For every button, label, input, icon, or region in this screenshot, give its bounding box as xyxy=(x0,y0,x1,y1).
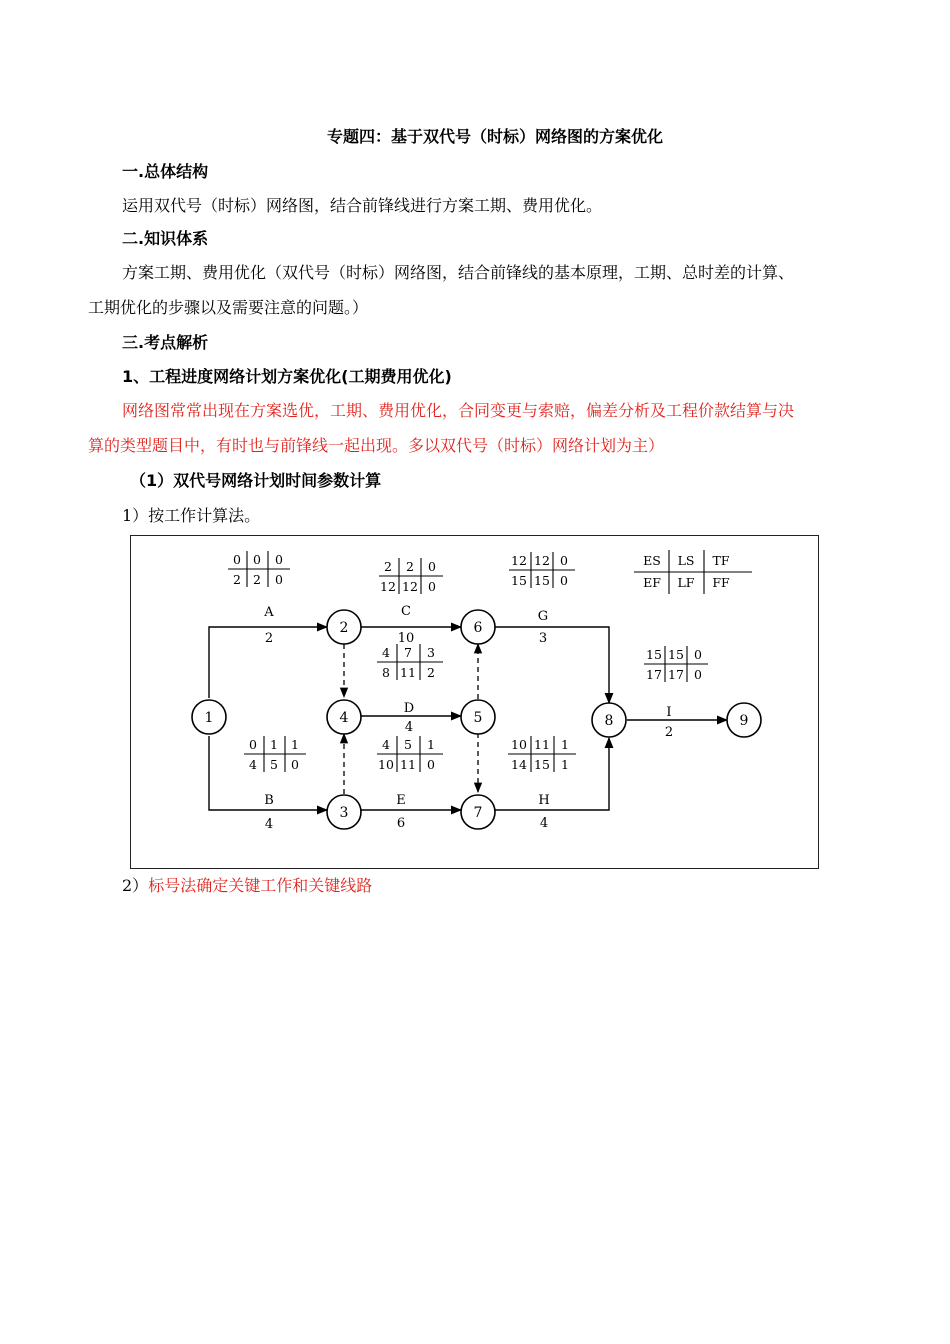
svg-text:0: 0 xyxy=(560,553,568,568)
node-9 xyxy=(727,703,761,737)
svg-text:7: 7 xyxy=(473,805,483,821)
svg-text:10: 10 xyxy=(378,757,394,772)
activity-label-I: I xyxy=(666,705,672,720)
activity-label-E: E xyxy=(396,793,406,808)
highlight-text-line1: 网络图常常出现在方案选优，工期、费用优化，合同变更与索赔，偏差分析及工程价款结算与决 xyxy=(122,401,795,420)
svg-text:15: 15 xyxy=(534,573,550,588)
svg-text:TF: TF xyxy=(712,553,730,568)
svg-text:1: 1 xyxy=(204,710,214,726)
activity-duration-A: 2 xyxy=(264,631,274,646)
activity-label-A: A xyxy=(264,605,274,620)
activity-label-H: H xyxy=(538,793,550,808)
svg-text:17: 17 xyxy=(646,667,662,682)
node-5 xyxy=(461,700,495,734)
svg-text:0: 0 xyxy=(249,737,257,752)
activity-duration-G: 3 xyxy=(538,631,548,646)
activity-duration-D: 4 xyxy=(404,720,414,735)
svg-text:EF: EF xyxy=(643,575,661,590)
svg-text:15: 15 xyxy=(511,573,527,588)
activity-label-G: G xyxy=(537,609,549,624)
activity-label-C: C xyxy=(401,604,411,619)
svg-text:0: 0 xyxy=(253,552,261,567)
step-2-red-text: 标号法确定关键工作和关键线路 xyxy=(148,876,373,895)
section-heading-knowledge-system: 二.知识体系 xyxy=(122,229,209,248)
svg-text:0: 0 xyxy=(233,552,241,567)
network-diagram-figure xyxy=(130,535,819,869)
param-box-A xyxy=(228,551,290,587)
svg-text:2: 2 xyxy=(406,559,414,574)
svg-text:6: 6 xyxy=(473,620,483,636)
svg-text:5: 5 xyxy=(270,757,278,772)
node-1 xyxy=(192,700,226,734)
svg-text:12: 12 xyxy=(380,579,396,594)
svg-text:15: 15 xyxy=(668,647,684,662)
param-box-E xyxy=(377,736,443,772)
activity-duration-B: 4 xyxy=(264,817,274,832)
svg-text:2: 2 xyxy=(427,665,435,680)
svg-text:4: 4 xyxy=(249,757,257,772)
svg-text:4: 4 xyxy=(382,645,390,660)
page-title: 专题四：基于双代号（时标）网络图的方案优化 xyxy=(326,127,663,146)
section-text-knowledge-line2: 工期优化的步骤以及需要注意的问题。） xyxy=(88,298,369,317)
svg-text:11: 11 xyxy=(534,737,550,752)
svg-text:10: 10 xyxy=(511,737,527,752)
svg-text:5: 5 xyxy=(473,710,483,726)
param-box-G xyxy=(509,552,575,588)
svg-text:ES: ES xyxy=(643,553,661,568)
activity-label-D: D xyxy=(403,701,415,716)
svg-text:1: 1 xyxy=(561,737,569,752)
network-diagram xyxy=(131,536,818,868)
activity-label-B: B xyxy=(264,793,274,808)
svg-text:0: 0 xyxy=(291,757,299,772)
svg-text:0: 0 xyxy=(428,579,436,594)
svg-text:1: 1 xyxy=(270,737,278,752)
activity-duration-I: 2 xyxy=(664,725,674,740)
svg-text:1: 1 xyxy=(561,757,569,772)
subsection-heading-optimization: 1、工程进度网络计划方案优化(工期费用优化) xyxy=(122,367,452,386)
step-2-line xyxy=(122,876,372,896)
svg-text:14: 14 xyxy=(511,757,527,772)
param-box-H xyxy=(508,736,576,772)
svg-text:0: 0 xyxy=(560,573,568,588)
node-2 xyxy=(327,610,361,644)
section-text-knowledge-line1: 方案工期、费用优化（双代号（时标）网络图，结合前锋线的基本原理，工期、总时差的计算、 xyxy=(122,263,795,282)
svg-text:0: 0 xyxy=(428,559,436,574)
svg-text:0: 0 xyxy=(694,667,702,682)
svg-text:12: 12 xyxy=(402,579,418,594)
svg-text:1: 1 xyxy=(291,737,299,752)
svg-text:8: 8 xyxy=(382,665,390,680)
highlight-text-line2: 算的类型题目中，有时也与前锋线一起出现。多以双代号（时标）网络计划为主） xyxy=(88,436,665,455)
svg-text:0: 0 xyxy=(427,757,435,772)
svg-text:4: 4 xyxy=(339,710,349,726)
svg-text:0: 0 xyxy=(275,572,283,587)
activity-duration-E: 6 xyxy=(396,816,406,831)
svg-text:LS: LS xyxy=(677,553,695,568)
svg-text:3: 3 xyxy=(427,645,435,660)
section-heading-overall-structure: 一.总体结构 xyxy=(122,162,209,181)
svg-text:11: 11 xyxy=(400,757,416,772)
activity-duration-C: 10 xyxy=(397,631,415,646)
svg-text:2: 2 xyxy=(384,559,392,574)
svg-text:2: 2 xyxy=(233,572,241,587)
svg-text:2: 2 xyxy=(253,572,261,587)
svg-text:7: 7 xyxy=(404,645,412,660)
arrow-G xyxy=(495,627,609,703)
node-6 xyxy=(461,610,495,644)
subsection-heading-time-params: （1）双代号网络计划时间参数计算 xyxy=(130,471,382,490)
param-legend xyxy=(634,550,752,594)
node-3 xyxy=(327,795,361,829)
svg-text:3: 3 xyxy=(339,805,349,821)
svg-text:LF: LF xyxy=(677,575,695,590)
activity-duration-H: 4 xyxy=(539,816,549,831)
svg-text:17: 17 xyxy=(668,667,684,682)
param-box-D xyxy=(377,644,443,680)
step-2-prefix: 2） xyxy=(122,876,149,895)
param-box-B xyxy=(244,736,306,772)
step-1-text: 1）按工作计算法。 xyxy=(122,506,261,525)
svg-text:11: 11 xyxy=(400,665,416,680)
svg-text:8: 8 xyxy=(604,713,614,729)
node-4 xyxy=(327,700,361,734)
svg-text:15: 15 xyxy=(646,647,662,662)
node-8 xyxy=(592,703,626,737)
param-box-C xyxy=(379,558,443,594)
section-heading-exam-analysis: 三.考点解析 xyxy=(122,333,209,352)
svg-text:FF: FF xyxy=(712,575,730,590)
svg-text:12: 12 xyxy=(534,553,550,568)
svg-text:12: 12 xyxy=(511,553,527,568)
svg-text:1: 1 xyxy=(427,737,435,752)
param-box-I xyxy=(644,646,708,682)
section-text-overall-structure: 运用双代号（时标）网络图，结合前锋线进行方案工期、费用优化。 xyxy=(122,196,603,215)
svg-text:2: 2 xyxy=(339,620,349,636)
svg-text:15: 15 xyxy=(534,757,550,772)
node-7 xyxy=(461,795,495,829)
svg-text:4: 4 xyxy=(382,737,390,752)
svg-text:9: 9 xyxy=(739,713,749,729)
svg-text:0: 0 xyxy=(275,552,283,567)
svg-text:5: 5 xyxy=(404,737,412,752)
svg-text:0: 0 xyxy=(694,647,702,662)
